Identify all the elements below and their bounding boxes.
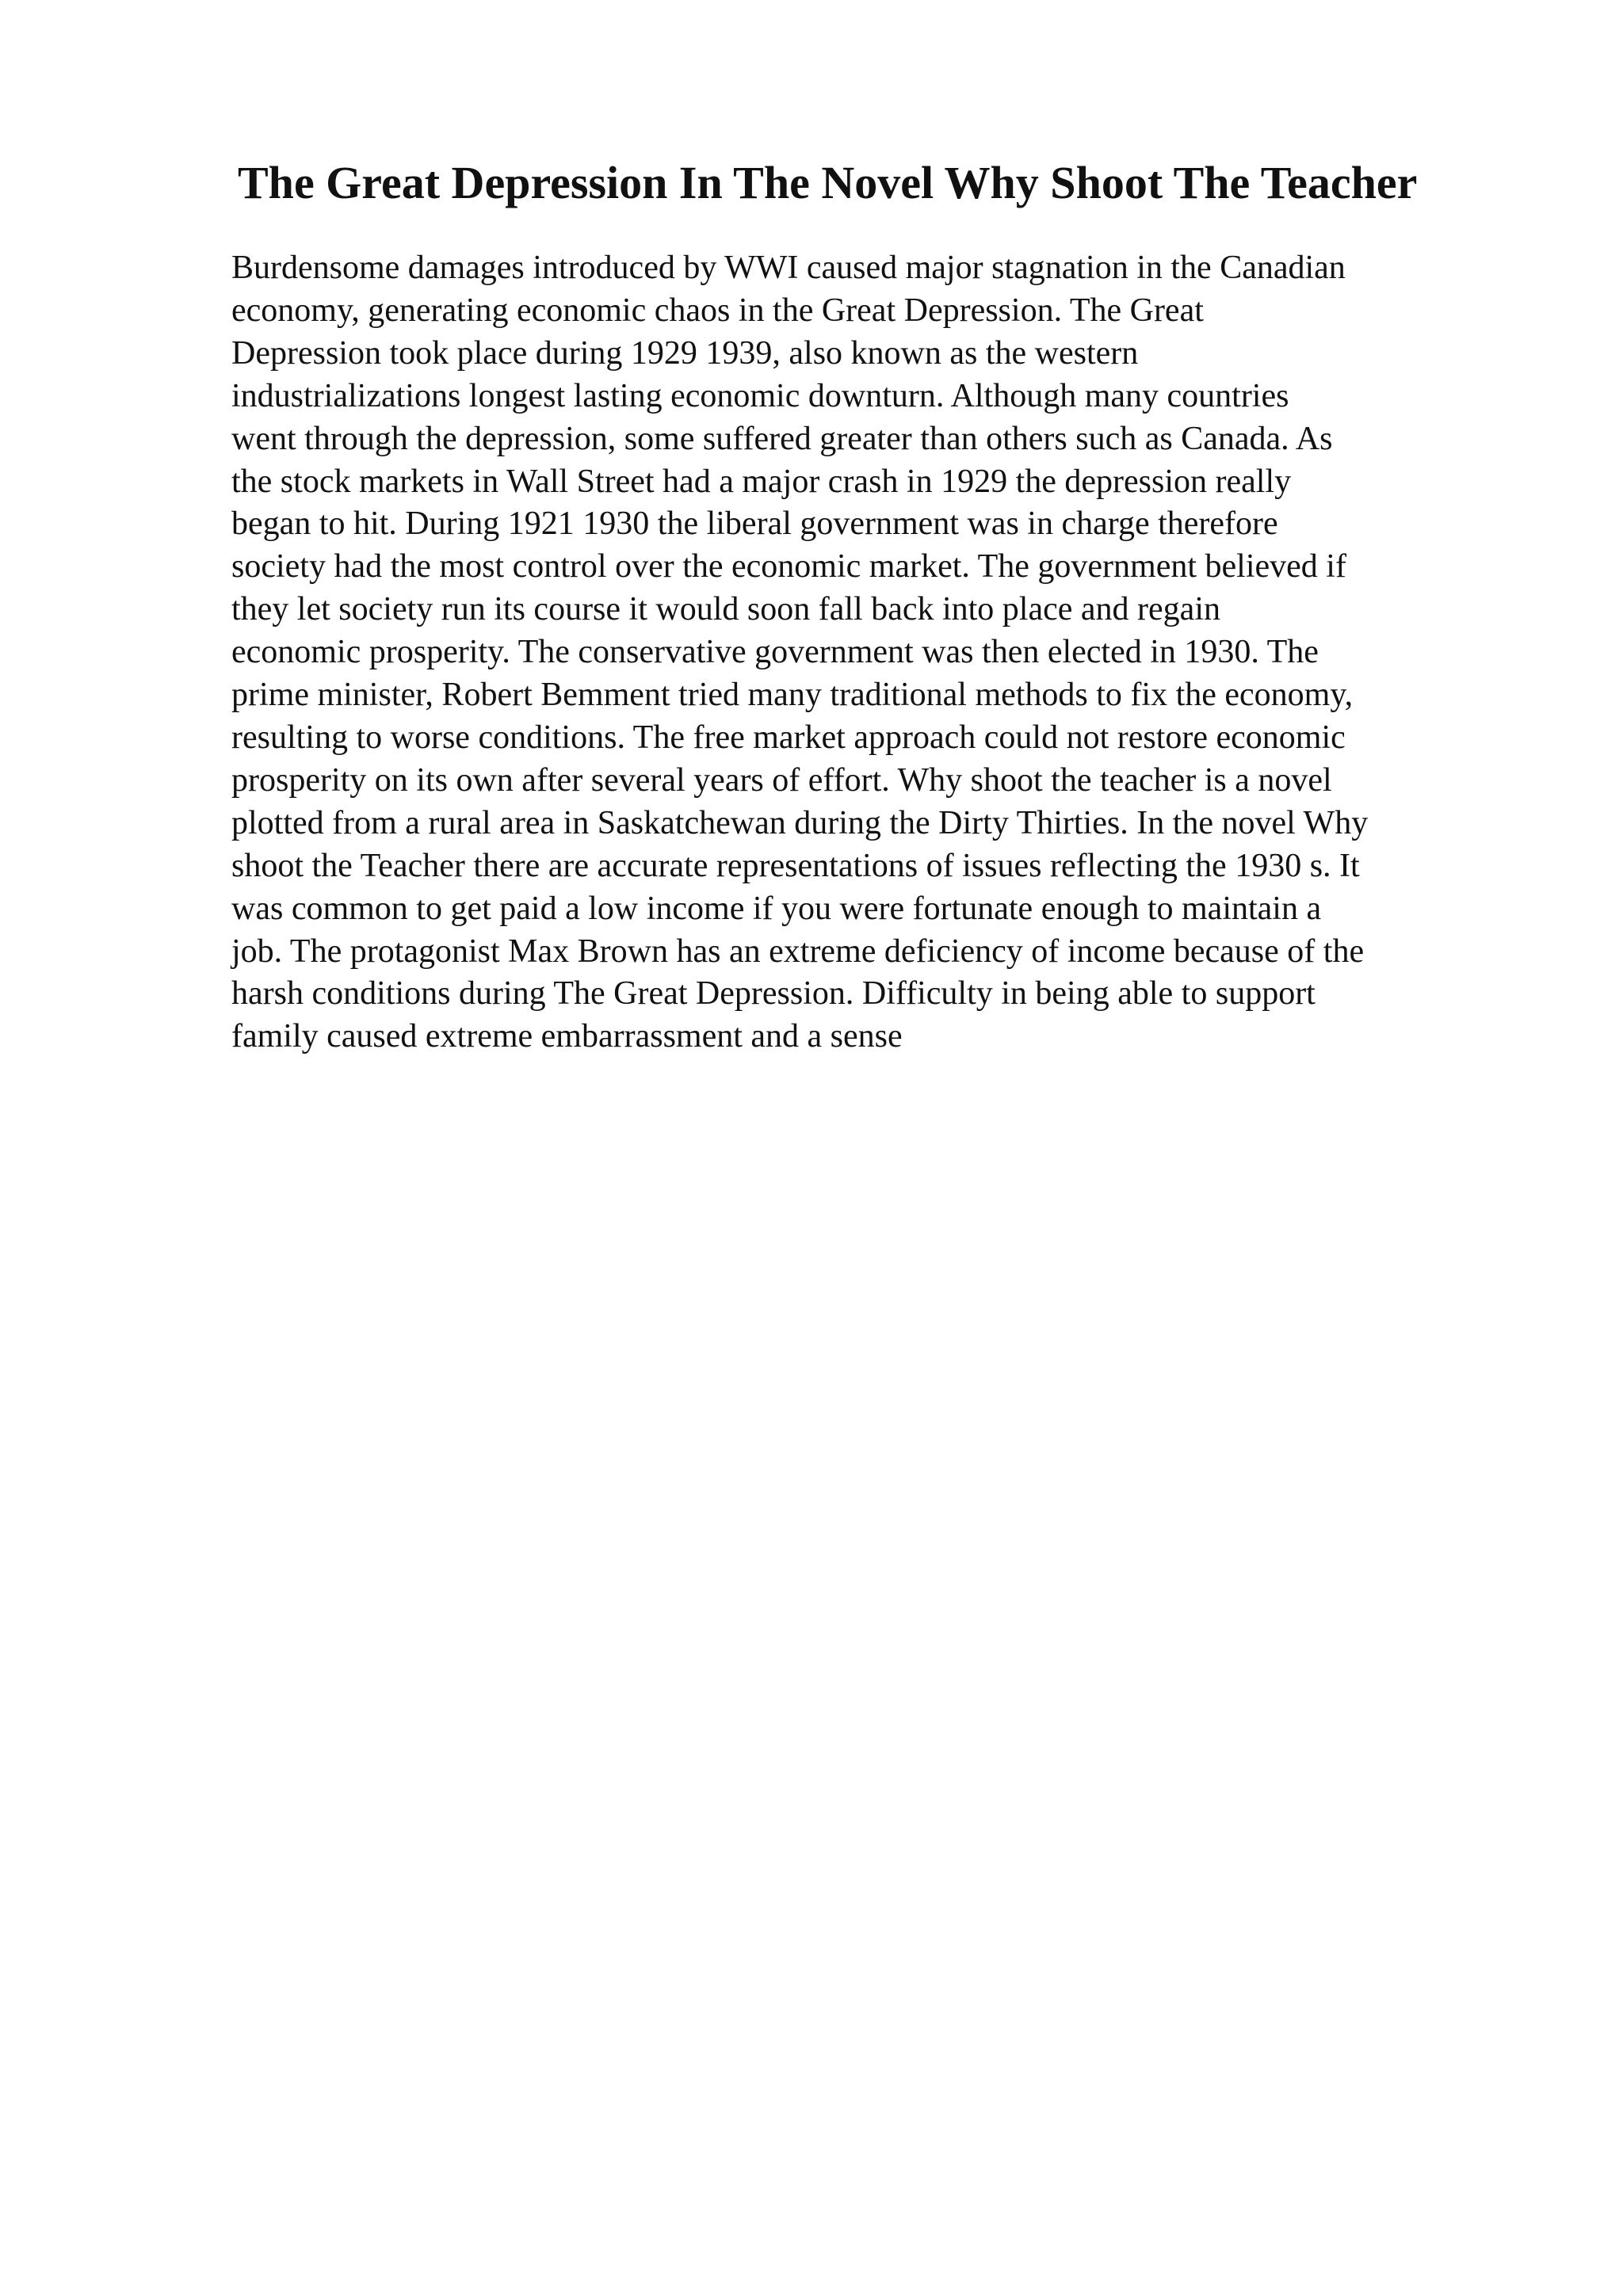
body-line: family caused extreme embarrassment and a sense <box>231 1018 903 1055</box>
body-line: economic prosperity. The conservative government was then elected in 1930. The <box>231 634 1319 671</box>
body-line: prime minister, Robert Bemment tried many traditional methods to fix the economy, <box>231 677 1354 714</box>
body-line: job. The protagonist Max Brown has an extreme deficiency of income because of the <box>231 933 1365 970</box>
body-line: began to hit. During 1921 1930 the liberal government was in charge therefore <box>231 505 1278 543</box>
document-title: The Great Depression In The Novel Why Shoot The Teacher <box>238 157 1418 208</box>
body-line: shoot the Teacher there are accurate representations of issues reflecting the 1930 s. It <box>231 847 1360 884</box>
body-line: they let society run its course it would soon fall back into place and regain <box>231 591 1220 628</box>
body-line: Depression took place during 1929 1939, also known as the western <box>231 334 1139 372</box>
body-line: plotted from a rural area in Saskatchewan during the Dirty Thirties. In the novel Why <box>231 804 1369 841</box>
body-line: harsh conditions during The Great Depression. Difficulty in being able to support <box>231 975 1316 1013</box>
document-body <box>231 247 1515 1058</box>
body-line: resulting to worse conditions. The free market approach could not restore economic <box>231 719 1346 756</box>
body-line: prosperity on its own after several years of effort. Why shoot the teacher is a novel <box>231 761 1332 799</box>
body-line: economy, generating economic chaos in the Great Depression. The Great <box>231 292 1204 329</box>
body-line: society had the most control over the economic market. The government believed if <box>231 548 1346 585</box>
body-line: was common to get paid a low income if you were fortunate enough to maintain a <box>231 890 1322 927</box>
body-line: the stock markets in Wall Street had a major crash in 1929 the depression really <box>231 463 1292 500</box>
body-line: Burdensome damages introduced by WWI caused major stagnation in the Canadian <box>231 250 1346 286</box>
body-line: went through the depression, some suffered greater than others such as Canada. As <box>231 420 1333 457</box>
body-line: industrializations longest lasting economic downturn. Although many countries <box>231 377 1289 414</box>
